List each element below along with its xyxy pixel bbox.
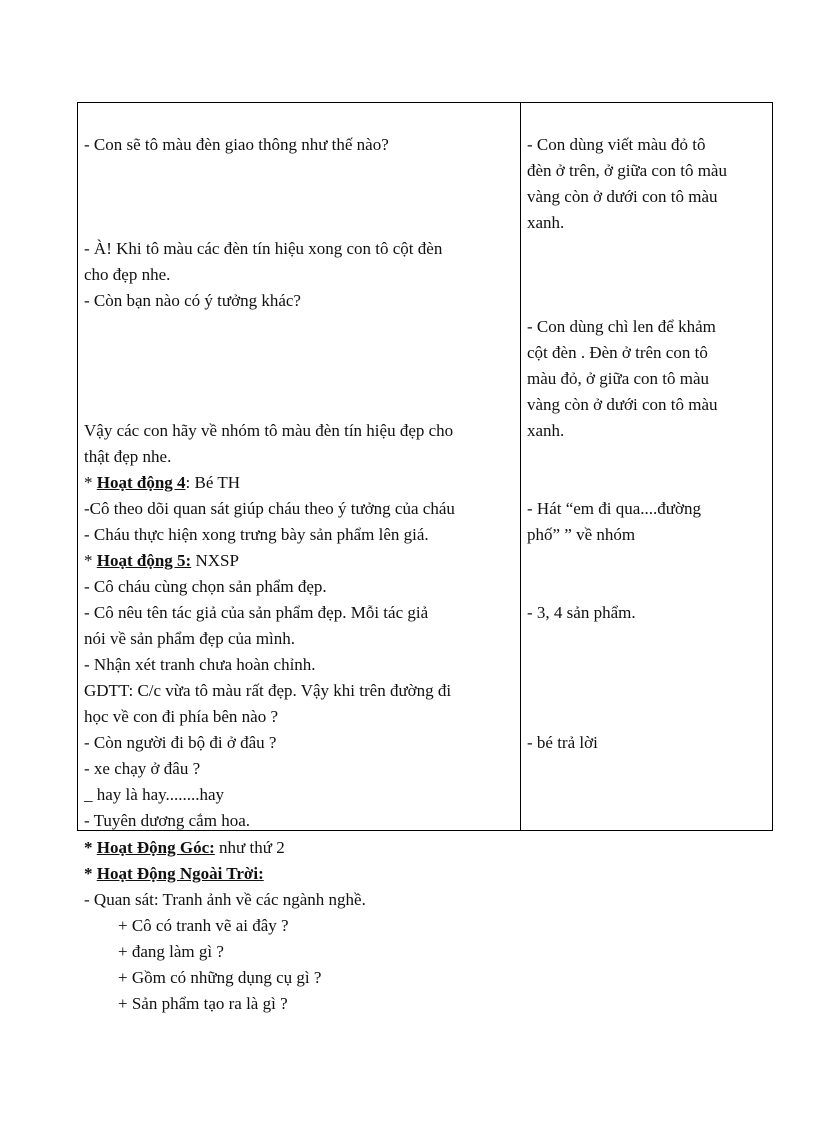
question-line: + Cô có tranh vẽ ai đây ?: [118, 916, 289, 935]
left-line: thật đẹp nhe.: [84, 447, 172, 466]
bullet: *: [84, 473, 97, 492]
activity-4-heading: [84, 470, 240, 496]
right-line: phố” ” về nhóm: [527, 525, 636, 544]
left-line: _ hay là hay........hay: [84, 785, 225, 804]
right-line: vàng còn ở dưới con tô màu: [527, 395, 718, 414]
left-line: GDTT: C/c vừa tô màu rất đẹp. Vậy khi trên đường đi: [84, 681, 452, 700]
left-line: cho đẹp nhe.: [84, 265, 171, 284]
ngoai-troi-title: Hoạt Động Ngoài Trời:: [96, 864, 264, 883]
goc-heading: [84, 835, 285, 861]
right-line: - Hát “em đi qua....đường: [527, 499, 701, 518]
left-line: - Cháu thực hiện xong trưng bày sản phẩm lên giá.: [84, 525, 429, 544]
left-line: - Còn người đi bộ đi ở đâu ?: [84, 733, 277, 752]
goc-text: như thứ 2: [214, 838, 285, 857]
question-line: + Sản phẩm tạo ra là gì ?: [118, 994, 288, 1013]
left-line: -Cô theo dõi quan sát giúp cháu theo ý tưởng của cháu: [84, 499, 455, 518]
question-line: + đang làm gì ?: [118, 942, 224, 961]
left-line: - Cô nêu tên tác giả của sản phẩm đẹp. Mỗi tác giả: [84, 603, 429, 622]
right-line: - 3, 4 sản phẩm.: [527, 603, 636, 622]
observation-line: - Quan sát: Tranh ảnh về các ngành nghề.: [84, 890, 366, 909]
right-line: - bé trả lời: [527, 733, 598, 752]
left-line: Vậy các con hãy về nhóm tô màu đèn tín hiệu đẹp cho: [84, 421, 454, 440]
activity-5-title: Hoạt động 5:: [96, 551, 192, 570]
left-line: - Con sẽ tô màu đèn giao thông như thế nào?: [84, 135, 389, 154]
right-line: - Con dùng chì len để khảm: [527, 317, 716, 336]
activity-4-text: : Bé TH: [185, 473, 241, 492]
goc-title: Hoạt Động Góc:: [96, 838, 215, 857]
bullet: *: [84, 838, 97, 857]
left-line: học về con đi phía bên nào ?: [84, 707, 279, 726]
right-line: màu đỏ, ở giữa con tô màu: [527, 369, 710, 388]
left-line: nói về sản phẩm đẹp của mình.: [84, 629, 296, 648]
lesson-table: [77, 102, 773, 831]
left-line: - Còn bạn nào có ý tưởng khác?: [84, 291, 301, 310]
bullet: *: [84, 864, 97, 883]
left-line: - À! Khi tô màu các đèn tín hiệu xong con tô cột đèn: [84, 239, 443, 258]
activity-5-text: NXSP: [191, 551, 239, 570]
right-line: xanh.: [527, 213, 565, 232]
left-line: - Tuyên dương cắm hoa.: [84, 811, 250, 830]
bullet: *: [84, 551, 97, 570]
right-line: vàng còn ở dưới con tô màu: [527, 187, 718, 206]
left-line: - xe chạy ở đâu ?: [84, 759, 201, 778]
question-line: + Gồm có những dụng cụ gì ?: [118, 968, 322, 987]
activity-4-title: Hoạt động 4: [96, 473, 186, 492]
activity-5-heading: [84, 548, 239, 574]
ngoai-troi-heading: [84, 861, 264, 887]
right-line: xanh.: [527, 421, 565, 440]
right-line: - Con dùng viết màu đỏ tô: [527, 135, 706, 154]
right-line: đèn ở trên, ở giữa con tô màu: [527, 161, 727, 180]
right-line: cột đèn . Đèn ở trên con tô: [527, 343, 708, 362]
left-line: - Nhận xét tranh chưa hoàn chỉnh.: [84, 655, 316, 674]
left-line: - Cô cháu cùng chọn sản phẩm đẹp.: [84, 577, 327, 596]
column-divider: [520, 103, 521, 830]
